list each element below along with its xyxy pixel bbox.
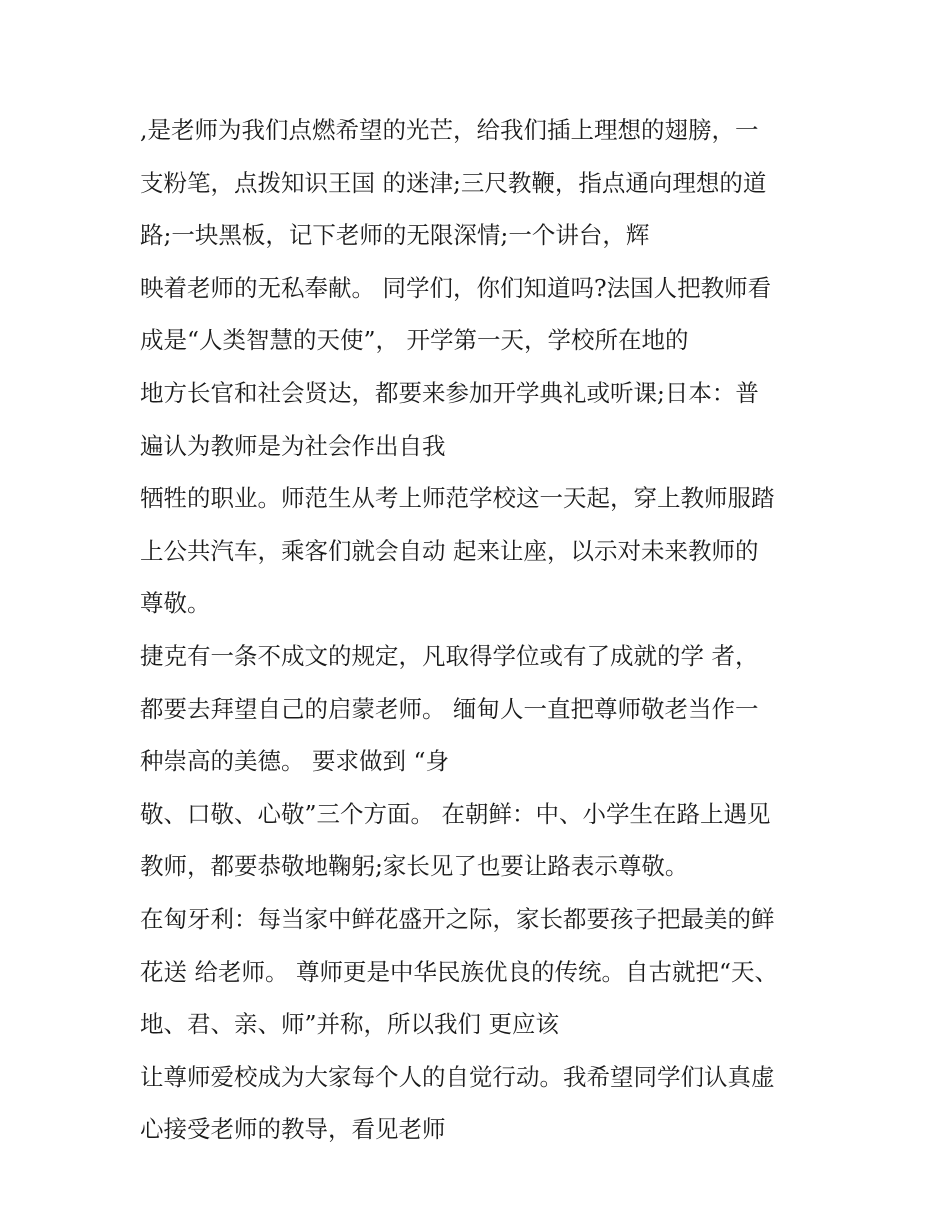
text-line: 敬、口敬、心敬”三个方面。 在朝鲜：中、小学生在路上遇见 xyxy=(140,799,771,828)
text-line: 路;一块黑板，记下老师的无限深情;一个讲台，辉 xyxy=(140,221,650,250)
text-line: 地、君、亲、师”并称，所以我们 更应该 xyxy=(140,1010,559,1039)
text-line: 成是“人类智慧的天使”， 开学第一天，学校所在地的 xyxy=(140,326,689,355)
text-line: 遍认为教师是为社会作出自我 xyxy=(140,431,446,460)
text-line: 牺牲的职业。师范生从考上师范学校这一天起，穿上教师服踏 xyxy=(140,484,775,513)
text-line: 捷克有一条不成文的规定，凡取得学位或有了成就的学 者， xyxy=(140,641,759,670)
text-line: 地方长官和社会贤达，都要来参加开学典礼或听课;日本：普 xyxy=(140,378,759,407)
text-line: 种崇高的美德。 要求做到 “身 xyxy=(140,747,449,776)
text-line: 尊敬。 xyxy=(140,589,211,618)
text-line: 支粉笔，点拨知识王国 的迷津;三尺教鞭，指点通向理想的道 xyxy=(140,168,767,197)
text-line: 心接受老师的教导，看见老师 xyxy=(140,1115,446,1144)
text-line: 上公共汽车，乘客们就会自动 起来让座，以示对未来教师的 xyxy=(140,536,759,565)
text-line: 在匈牙利：每当家中鲜花盛开之际，家长都要孩子把最美的鲜 xyxy=(140,904,775,933)
text-line: 都要去拜望自己的启蒙老师。 缅甸人一直把尊师敬老当作一 xyxy=(140,694,759,723)
text-line: 教师，都要恭敬地鞠躬;家长见了也要让路表示尊敬。 xyxy=(140,852,689,881)
text-line: 映着老师的无私奉献。 同学们，你们知道吗?法国人把教师看 xyxy=(140,273,772,302)
text-line: 花送 给老师。 尊师更是中华民族优良的传统。自古就把“天、 xyxy=(140,957,778,986)
text-line: ,是老师为我们点燃希望的光芒，给我们插上理想的翅膀，一 xyxy=(140,116,759,144)
body-text xyxy=(140,108,830,1160)
text-line: 让尊师爱校成为大家每个人的自觉行动。我希望同学们认真虚 xyxy=(140,1062,775,1091)
